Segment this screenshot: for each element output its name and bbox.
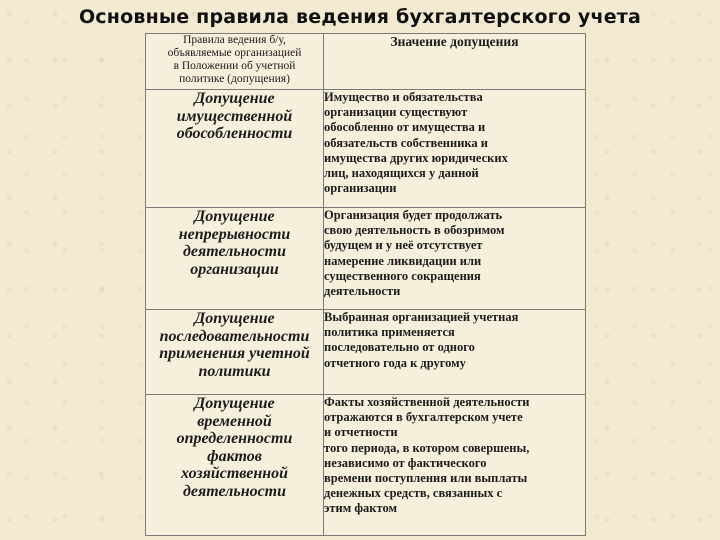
desc-line: отчетного года к другому xyxy=(324,355,466,370)
header-left-line: в Положении об учетной xyxy=(173,60,296,72)
desc-line: отражаются в бухгалтерском учете xyxy=(324,410,523,425)
name-line: имущественной xyxy=(176,107,293,125)
name-line: хозяйственной xyxy=(180,465,289,482)
assumption-name xyxy=(146,310,324,395)
desc-line: намерение ликвидации или xyxy=(324,253,482,268)
desc-line: лиц, находящихся у данной xyxy=(324,166,479,181)
desc-line: последовательно от одного xyxy=(324,340,475,355)
header-rules-column xyxy=(146,34,324,90)
header-meaning-column: Значение допущения xyxy=(324,34,586,90)
desc-line: Организация будет продолжать xyxy=(324,208,503,222)
name-line: Допущение xyxy=(194,208,275,225)
name-line: применения учетной xyxy=(159,345,310,362)
desc-line: будущем и у неё отсутствует xyxy=(324,238,483,253)
desc-line: этим фактом xyxy=(324,501,397,516)
assumption-meaning xyxy=(324,208,586,310)
desc-line: Имущество и обязательства xyxy=(324,90,483,104)
desc-line: Выбранная организацией учетная xyxy=(324,310,519,324)
desc-line: того периода, в котором совершены, xyxy=(324,440,530,455)
assumption-meaning xyxy=(324,395,586,536)
table-row xyxy=(146,90,586,208)
name-line: Допущение xyxy=(194,310,275,327)
desc-line: обязательств собственника и xyxy=(324,135,489,150)
assumption-meaning xyxy=(324,90,586,208)
desc-line: организации xyxy=(324,181,397,196)
header-left-line: Правила ведения б/у, xyxy=(183,34,286,46)
name-line: обособленности xyxy=(176,125,293,142)
assumption-meaning xyxy=(324,310,586,395)
name-line: политики xyxy=(198,362,271,380)
assumptions-table xyxy=(145,33,586,536)
desc-line: свою деятельность в обозримом xyxy=(324,223,505,238)
desc-line: политика применяется xyxy=(324,325,455,340)
assumption-name xyxy=(146,90,324,208)
name-line: организации xyxy=(190,260,279,278)
desc-line: существенного сокращения xyxy=(324,268,481,283)
name-line: деятельности xyxy=(182,482,287,500)
name-line: деятельности xyxy=(182,243,287,260)
name-line: фактов xyxy=(207,447,262,465)
desc-line: Факты хозяйственной деятельности xyxy=(324,395,530,409)
name-line: непрерывности xyxy=(178,225,291,243)
assumption-name xyxy=(146,208,324,310)
desc-line: обособленно от имущества и xyxy=(324,120,486,135)
table-row xyxy=(146,310,586,395)
assumption-name xyxy=(146,395,324,536)
desc-line: и отчетности xyxy=(324,425,398,440)
desc-line: независимо от фактического xyxy=(324,455,487,470)
header-left-line: политике (допущения) xyxy=(179,73,290,85)
name-line: Допущение xyxy=(194,90,275,107)
desc-line: времени поступления или выплаты xyxy=(324,471,528,486)
table-header-row xyxy=(146,34,586,90)
table-row xyxy=(146,208,586,310)
slide-title: Основные правила ведения бухгалтерского учета xyxy=(78,6,642,28)
header-left-line: объявляемые организацией xyxy=(167,47,302,59)
desc-line: деятельности xyxy=(324,284,401,299)
name-line: временной xyxy=(197,412,272,430)
desc-line: организации существуют xyxy=(324,105,468,120)
desc-line: имущества других юридических xyxy=(324,150,508,165)
name-line: последовательности xyxy=(159,327,310,345)
name-line: определенности xyxy=(176,430,293,447)
table-row xyxy=(146,395,586,536)
name-line: Допущение xyxy=(194,395,275,412)
desc-line: денежных средств, связанных с xyxy=(324,486,503,501)
